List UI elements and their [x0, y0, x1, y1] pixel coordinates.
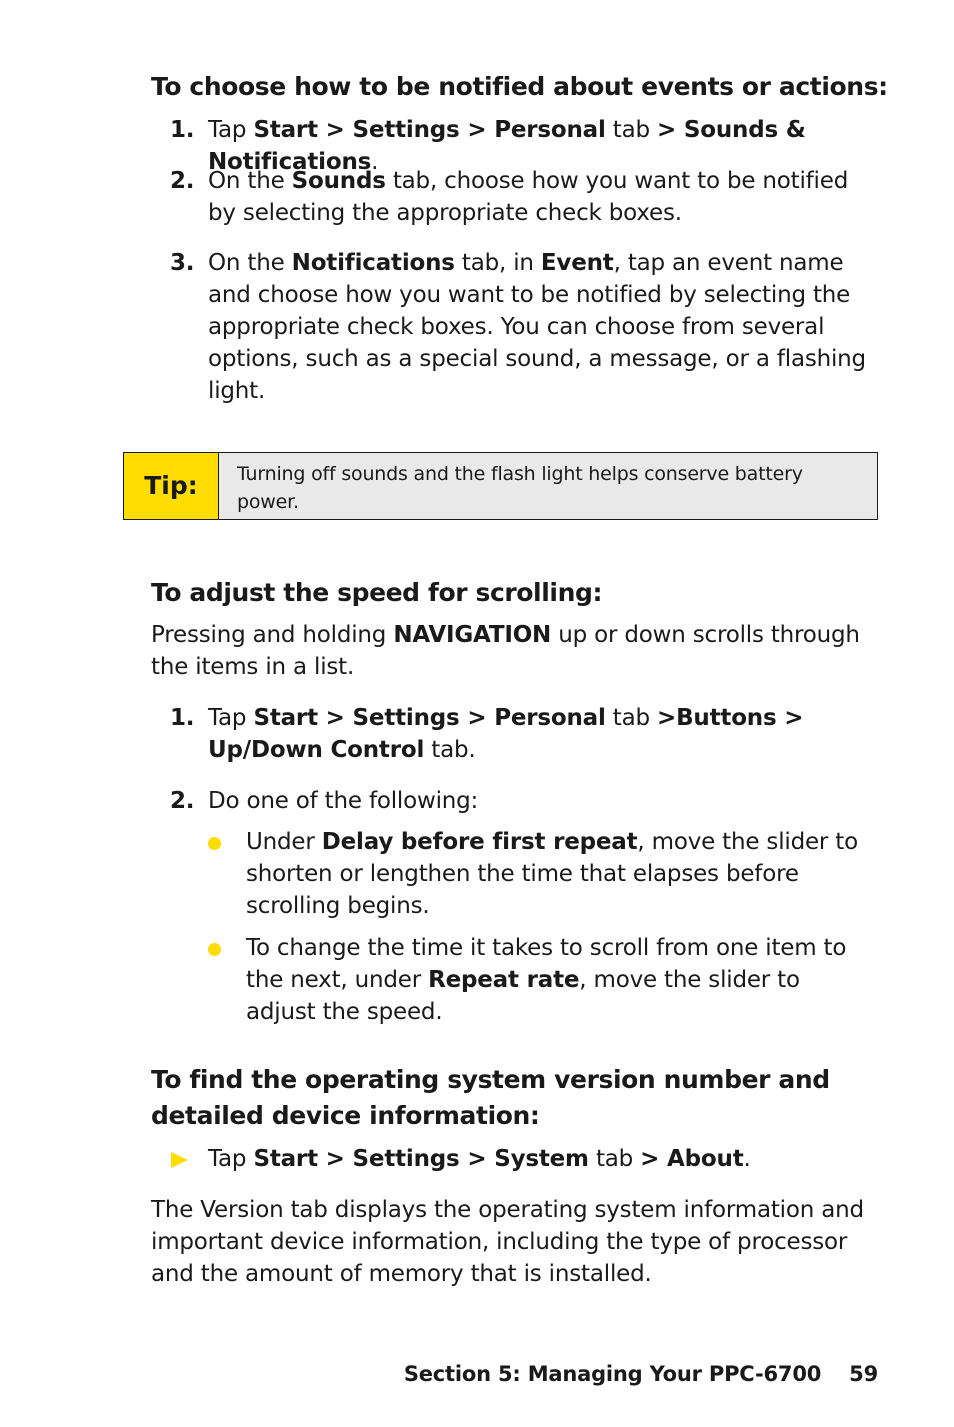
- bullet-text: To change the time it takes to scroll from one item to the next, under Repeat rate, move the slider to adjust the speed.: [246, 935, 847, 1025]
- bullet-dot-icon: [208, 837, 221, 850]
- step-number: 1.: [170, 117, 195, 143]
- step-number: 1.: [170, 705, 195, 731]
- page-number: 59: [849, 1362, 878, 1386]
- section-heading-version-line2: detailed device information:: [151, 1101, 540, 1130]
- tip-box: [123, 452, 878, 520]
- section-heading-scrolling: To adjust the speed for scrolling:: [151, 578, 603, 607]
- step-text: Tap Start > Settings > System tab > About.: [208, 1146, 751, 1172]
- bullet-text: Under Delay before first repeat, move the slider to shorten or lengthen the time that elapses before scrolling begins.: [246, 829, 858, 919]
- footer-section-title: Section 5: Managing Your PPC-6700: [403, 1362, 822, 1386]
- section-heading-version-line1: To find the operating system version number and: [151, 1065, 830, 1094]
- page-footer: [404, 1358, 878, 1390]
- step-text: On the Notifications tab, in Event, tap an event name and choose how you want to be notified by selecting the appropriate check boxes. You can choose from several options, such as a special sound, a message, or a flashing light.: [208, 250, 866, 404]
- intro-paragraph: Pressing and holding NAVIGATION up or down scrolls through the items in a list.: [151, 622, 860, 680]
- step-number: 2.: [170, 168, 195, 194]
- body-paragraph: The Version tab displays the operating system information and important device information, including the type of processor and the amount of memory that is installed.: [151, 1197, 864, 1287]
- step-text: Do one of the following:: [208, 788, 479, 814]
- step-text: On the Sounds tab, choose how you want to be notified by selecting the appropriate check boxes.: [208, 168, 849, 226]
- step-number: 3.: [170, 250, 195, 276]
- bullet-dot-icon: [208, 943, 221, 956]
- step-text: Tap Start > Settings > Personal tab > Sounds & Notifications.: [208, 117, 806, 175]
- step-number: 2.: [170, 788, 195, 814]
- step-text: Tap Start > Settings > Personal tab >Buttons > Up/Down Control tab.: [208, 705, 804, 763]
- tip-label: Tip:: [124, 453, 219, 519]
- arrow-right-icon: [171, 1152, 188, 1168]
- section-heading-notifications: To choose how to be notified about events or actions:: [151, 72, 888, 101]
- tip-text: Turning off sounds and the flash light helps conserve battery power.: [237, 463, 803, 513]
